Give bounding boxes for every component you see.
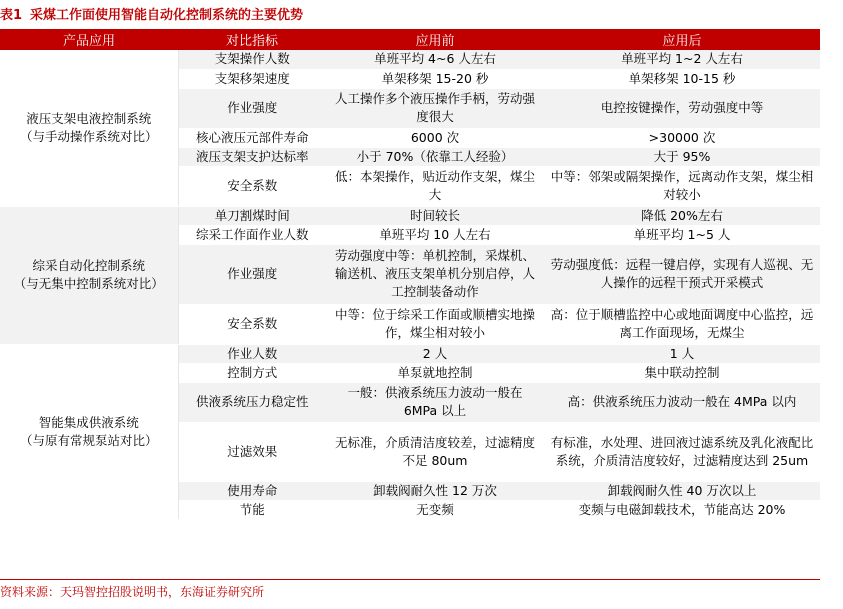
before-cell: 低：本架操作，贴近动作支架，煤尘大 [326,166,544,206]
before-cell: 单泵就地控制 [326,363,544,382]
before-cell: 中等：位于综采工作面或顺槽实地操作，煤尘相对较小 [326,304,544,344]
advantages-table [0,29,820,520]
before-cell: 一般：供液系统压力波动一般在 6MPa 以上 [326,382,544,422]
before-cell: 时间较长 [326,206,544,225]
after-cell: 大于 95% [544,147,820,166]
metric-cell: 安全系数 [178,166,326,206]
after-cell: 单架移架 10-15 秒 [544,69,820,88]
after-cell: 卸载阀耐久性 40 万次以上 [544,481,820,500]
after-cell: 单班平均 1~2 人左右 [544,50,820,69]
metric-cell: 综采工作面作业人数 [178,225,326,244]
source-note: 资料来源：天玛智控招股说明书，东海证券研究所 [0,585,265,599]
metric-cell: 核心液压元部件寿命 [178,128,326,147]
metric-cell: 作业人数 [178,344,326,363]
metric-cell: 使用寿命 [178,481,326,500]
after-cell: 电控按键操作，劳动强度中等 [544,88,820,128]
table-body [0,50,820,519]
after-cell: 劳动强度低：远程一键启停，实现有人巡视、无人操作的远程干预式开采模式 [544,244,820,304]
before-cell: 无变频 [326,500,544,519]
before-cell: 2 人 [326,344,544,363]
metric-cell: 控制方式 [178,363,326,382]
before-cell: 单班平均 4~6 人左右 [326,50,544,69]
metric-cell: 节能 [178,500,326,519]
header-metric: 对比指标 [178,29,326,50]
before-cell: 6000 次 [326,128,544,147]
table-row [0,344,820,363]
after-cell: 有标准，水处理、进回液过滤系统及乳化液配比系统，介质清洁度较好，过滤精度达到 25um [544,422,820,481]
header-product: 产品应用 [0,29,178,50]
metric-cell: 作业强度 [178,88,326,128]
after-cell: 单班平均 1~5 人 [544,225,820,244]
metric-cell: 单刀割煤时间 [178,206,326,225]
before-cell: 单班平均 10 人左右 [326,225,544,244]
product-cell: 智能集成供液系统 （与原有常规泵站对比） [0,344,178,519]
table-row [0,206,820,225]
header-before: 应用前 [326,29,544,50]
before-cell: 无标准，介质清洁度较差，过滤精度不足 80um [326,422,544,481]
caption-title: 采煤工作面使用智能自动化控制系统的主要优势 [30,8,304,23]
before-cell: 人工操作多个液压操作手柄，劳动强度很大 [326,88,544,128]
metric-cell: 支架移架速度 [178,69,326,88]
before-cell: 卸载阀耐久性 12 万次 [326,481,544,500]
header-row [0,29,820,50]
before-cell: 劳动强度中等：单机控制，采煤机、输送机、液压支架单机分别启停，人工控制装备动作 [326,244,544,304]
caption-label: 表1 [0,8,23,23]
before-cell: 单架移架 15-20 秒 [326,69,544,88]
after-cell: 高：位于顺槽监控中心或地面调度中心监控，远离工作面现场，无煤尘 [544,304,820,344]
after-cell: 1 人 [544,344,820,363]
before-cell: 小于 70%（依靠工人经验） [326,147,544,166]
metric-cell: 液压支架支护达标率 [178,147,326,166]
table-bottom-rule [0,579,820,580]
product-cell: 液压支架电液控制系统 （与手动操作系统对比） [0,50,178,206]
header-after: 应用后 [544,29,820,50]
metric-cell: 过滤效果 [178,422,326,481]
table-row [0,50,820,69]
metric-cell: 供液系统压力稳定性 [178,382,326,422]
after-cell: 高：供液系统压力波动一般在 4MPa 以内 [544,382,820,422]
table-caption [0,6,303,26]
metric-cell: 作业强度 [178,244,326,304]
after-cell: 中等：邻架或隔架操作，远离动作支架，煤尘相对较小 [544,166,820,206]
product-cell: 综采自动化控制系统 （与无集中控制系统对比） [0,206,178,344]
metric-cell: 支架操作人数 [178,50,326,69]
after-cell: 集中联动控制 [544,363,820,382]
after-cell: 变频与电磁卸载技术，节能高达 20% [544,500,820,519]
metric-cell: 安全系数 [178,304,326,344]
after-cell: >30000 次 [544,128,820,147]
after-cell: 降低 20%左右 [544,206,820,225]
